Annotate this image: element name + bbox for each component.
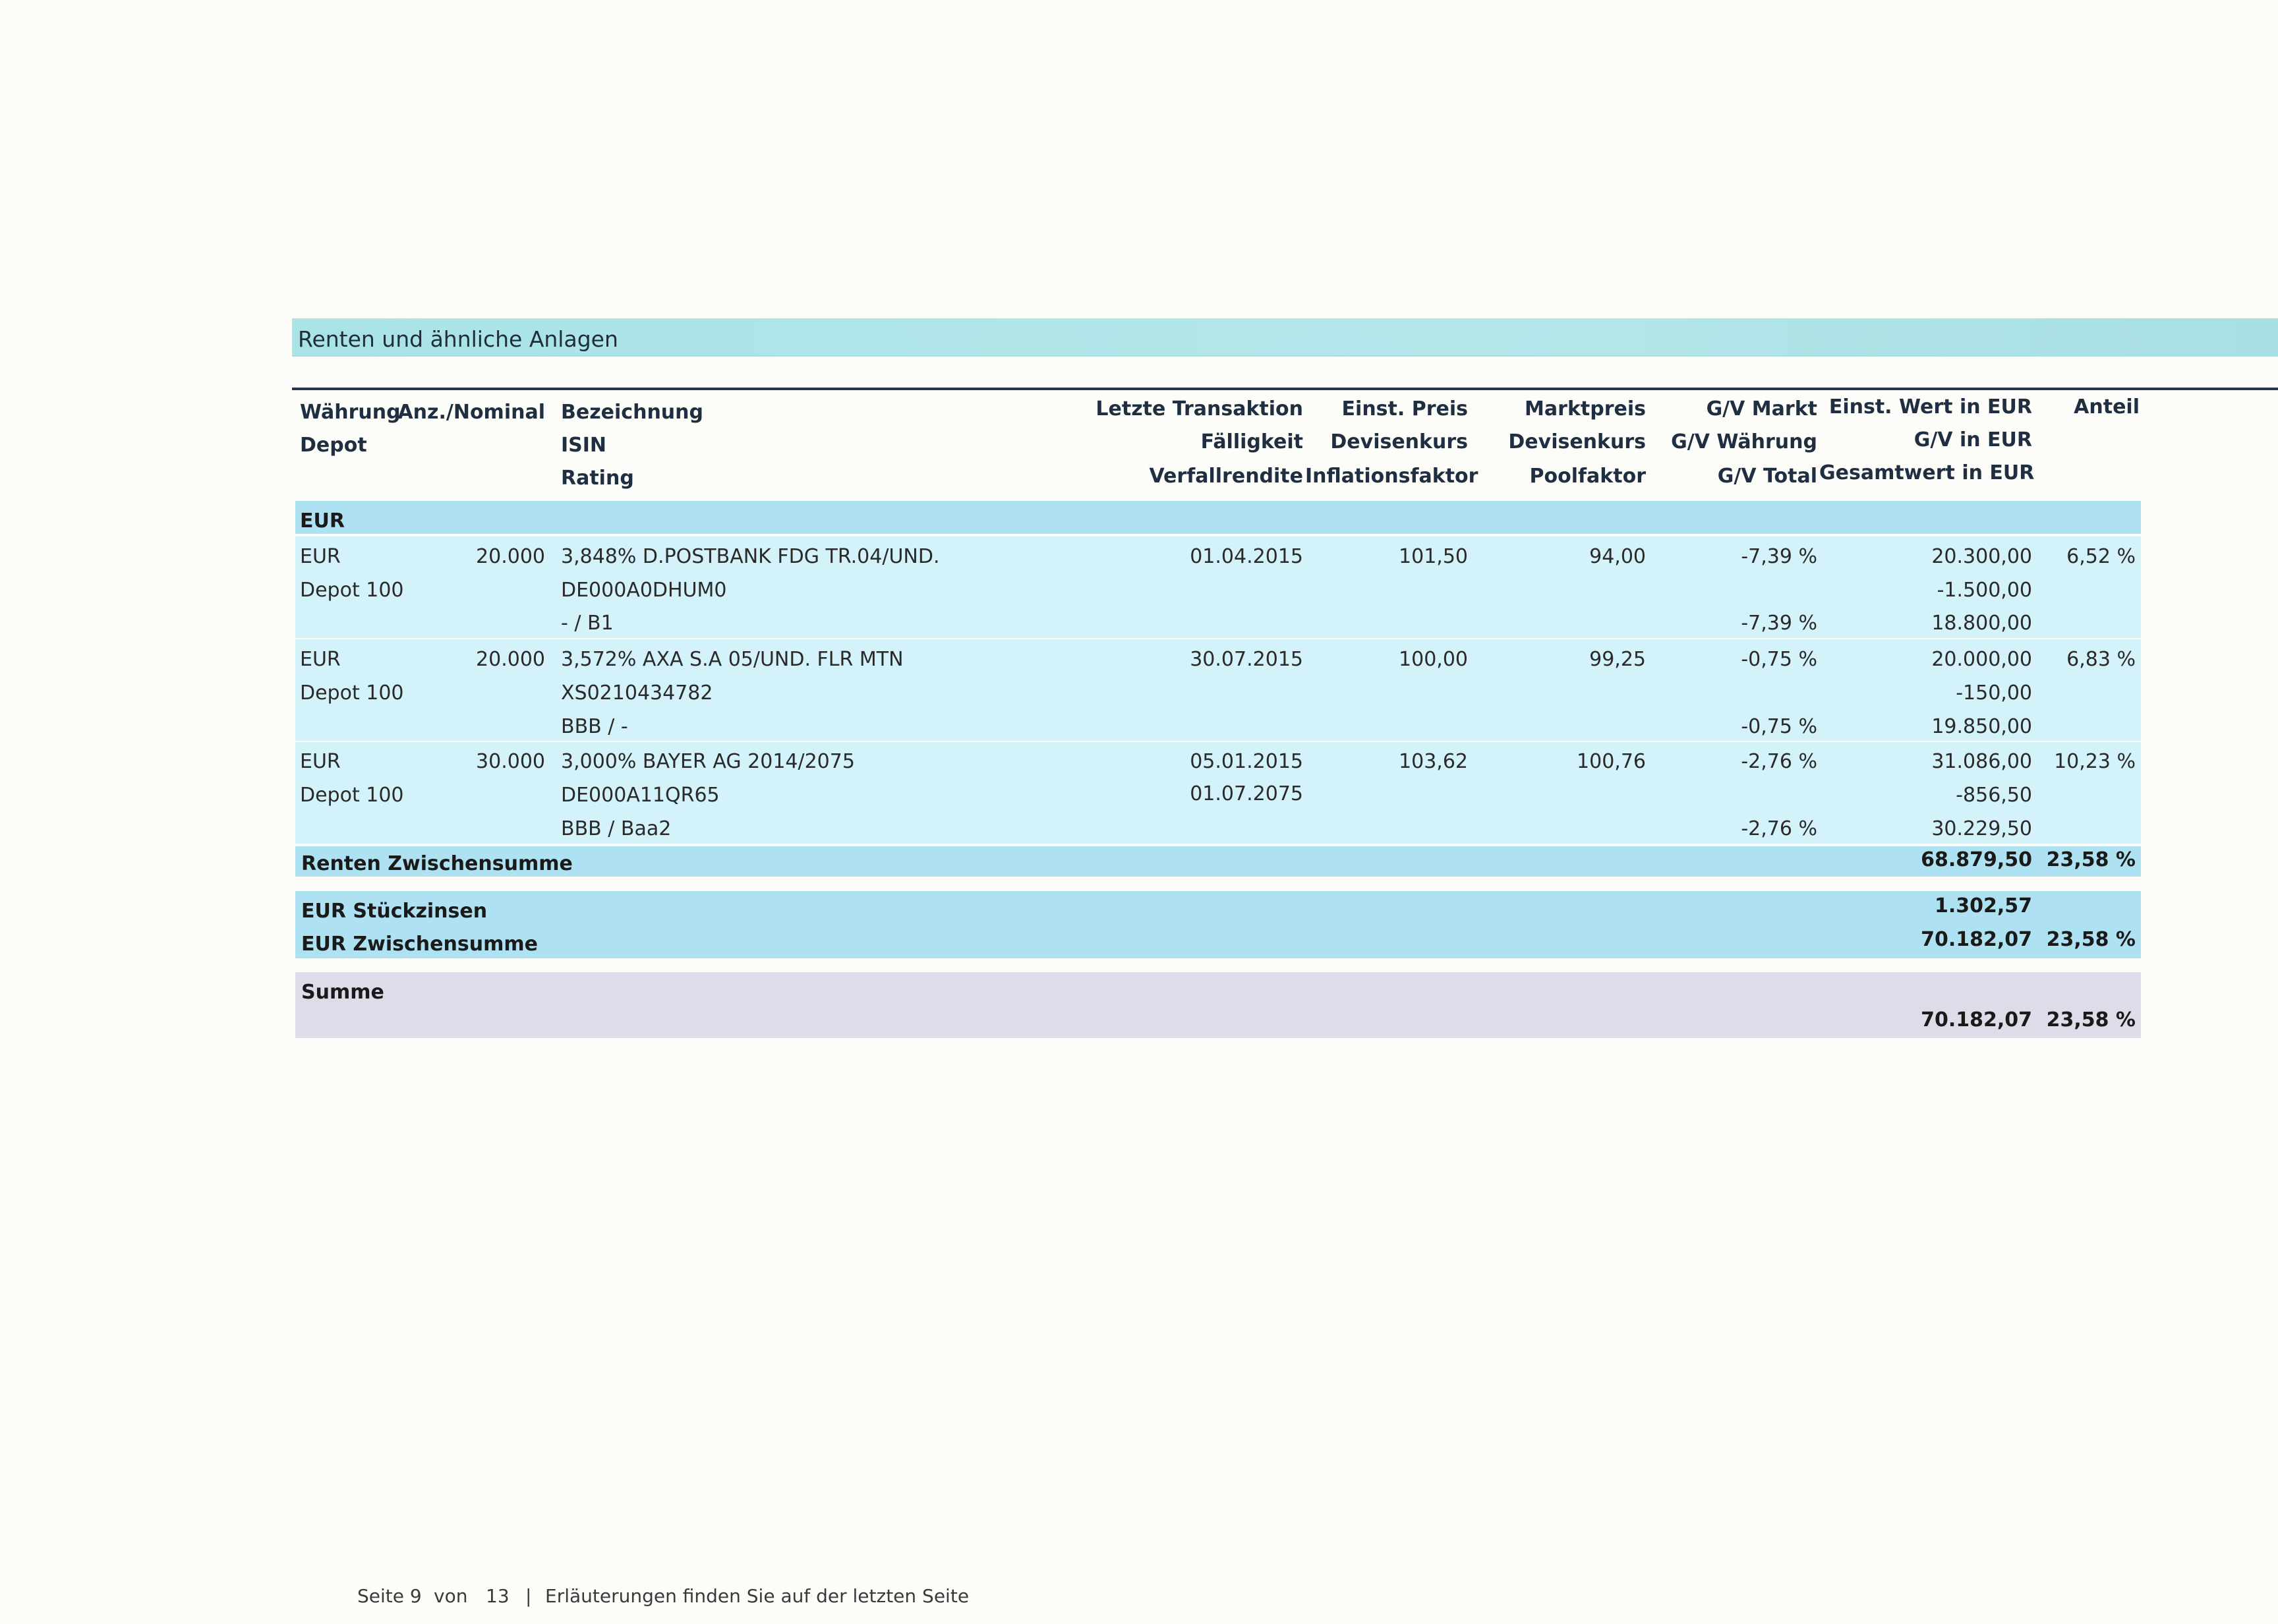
header-gv-eur: G/V in EUR (1913, 428, 2032, 451)
position-isin: DE000A11QR65 (561, 784, 720, 807)
header-pool-factor: Poolfaktor (1529, 465, 1646, 488)
header-share: Anteil (2074, 395, 2140, 419)
header-gv-market: G/V Markt (1706, 397, 1817, 420)
total-share: 23,58 % (2046, 1008, 2136, 1031)
position-entry-value: 31.086,00 (1931, 750, 2032, 773)
header-entry-fx: Devisenkurs (1330, 430, 1468, 453)
header-gv-currency: G/V Währung (1671, 430, 1817, 453)
group-label: EUR (300, 509, 345, 533)
section-title: Renten und ähnliche Anlagen (298, 326, 618, 352)
position-currency: EUR (300, 545, 341, 568)
position-last-transaction: 05.01.2015 (1190, 750, 1303, 773)
position-depot: Depot 100 (300, 784, 404, 807)
eur-subtotal-label: EUR Zwischensumme (301, 933, 538, 956)
position-share: 6,83 % (2066, 648, 2136, 671)
header-maturity: Fälligkeit (1200, 430, 1303, 453)
position-gv-total: -0,75 % (1741, 715, 1817, 738)
header-nominal: Anz./Nominal (397, 401, 545, 424)
position-gv-market: -0,75 % (1741, 648, 1817, 671)
header-market-fx: Devisenkurs (1508, 430, 1646, 453)
position-entry-price: 103,62 (1399, 750, 1468, 773)
header-depot: Depot (300, 434, 367, 457)
position-name: 3,000% BAYER AG 2014/2075 (561, 750, 855, 773)
position-isin: DE000A0DHUM0 (561, 579, 727, 602)
page-label: Seite 9 (357, 1585, 422, 1607)
position-market-price: 100,76 (1577, 750, 1646, 773)
header-total-value: Gesamtwert in EUR (1819, 461, 2035, 484)
header-rating: Rating (561, 467, 634, 490)
position-rating: - / B1 (561, 612, 614, 635)
position-rating: BBB / - (561, 715, 628, 738)
position-gv-eur: -1.500,00 (1937, 579, 2032, 602)
position-nominal: 20.000 (476, 545, 545, 568)
position-entry-price: 100,00 (1399, 648, 1468, 671)
position-total-value: 18.800,00 (1931, 612, 2032, 635)
position-share: 6,52 % (2066, 545, 2136, 568)
position-total-value: 30.229,50 (1931, 817, 2032, 840)
position-depot: Depot 100 (300, 579, 404, 602)
header-entry-value: Einst. Wert in EUR (1828, 395, 2032, 419)
position-last-transaction: 30.07.2015 (1190, 648, 1303, 671)
position-currency: EUR (300, 750, 341, 773)
position-entry-value: 20.300,00 (1931, 545, 2032, 568)
position-isin: XS0210434782 (561, 682, 713, 705)
header-inflation-factor: Inflationsfaktor (1305, 465, 1478, 488)
position-currency: EUR (300, 648, 341, 671)
subtotal-value: 68.879,50 (1921, 848, 2032, 871)
position-entry-price: 101,50 (1399, 545, 1468, 568)
position-gv-total: -2,76 % (1741, 817, 1817, 840)
position-gv-total: -7,39 % (1741, 612, 1817, 635)
position-maturity: 01.07.2075 (1190, 782, 1303, 805)
position-last-transaction: 01.04.2015 (1190, 545, 1303, 568)
position-name: 3,572% AXA S.A 05/UND. FLR MTN (561, 648, 904, 671)
header-currency: Währung (300, 401, 401, 424)
position-depot: Depot 100 (300, 682, 404, 705)
header-last-transaction: Letzte Transaktion (1095, 397, 1303, 420)
page-of-label: von (434, 1585, 468, 1607)
header-rule (292, 388, 2278, 390)
position-entry-value: 20.000,00 (1931, 648, 2032, 671)
subtotal-label: Renten Zwischensumme (301, 852, 573, 875)
header-isin: ISIN (561, 434, 607, 457)
accrued-interest-label: EUR Stückzinsen (301, 900, 488, 923)
position-market-price: 99,25 (1589, 648, 1646, 671)
position-gv-eur: -150,00 (1956, 682, 2032, 705)
position-market-price: 94,00 (1589, 545, 1646, 568)
subtotal-share: 23,58 % (2046, 848, 2136, 871)
footer-divider: | (525, 1585, 532, 1607)
position-total-value: 19.850,00 (1931, 715, 2032, 738)
header-description: Bezeichnung (561, 401, 703, 424)
total-value: 70.182,07 (1921, 1008, 2032, 1031)
footer-note: Erläuterungen finden Sie auf der letzten Seite (545, 1585, 970, 1607)
position-gv-eur: -856,50 (1956, 784, 2032, 807)
page-total: 13 (486, 1585, 510, 1607)
header-market-price: Marktpreis (1525, 397, 1646, 420)
group-band (295, 501, 2141, 534)
eur-subtotal-value: 70.182,07 (1921, 928, 2032, 951)
position-gv-market: -2,76 % (1741, 750, 1817, 773)
position-name: 3,848% D.POSTBANK FDG TR.04/UND. (561, 545, 940, 568)
position-nominal: 30.000 (476, 750, 545, 773)
position-nominal: 20.000 (476, 648, 545, 671)
position-rating: BBB / Baa2 (561, 817, 672, 840)
header-yield: Verfallrendite (1149, 465, 1303, 488)
position-gv-market: -7,39 % (1741, 545, 1817, 568)
position-share: 10,23 % (2054, 750, 2136, 773)
accrued-interest-value: 1.302,57 (1934, 894, 2032, 917)
header-entry-price: Einst. Preis (1341, 397, 1468, 420)
total-label: Summe (301, 981, 384, 1004)
header-gv-total: G/V Total (1717, 465, 1817, 488)
eur-subtotal-share: 23,58 % (2046, 928, 2136, 951)
